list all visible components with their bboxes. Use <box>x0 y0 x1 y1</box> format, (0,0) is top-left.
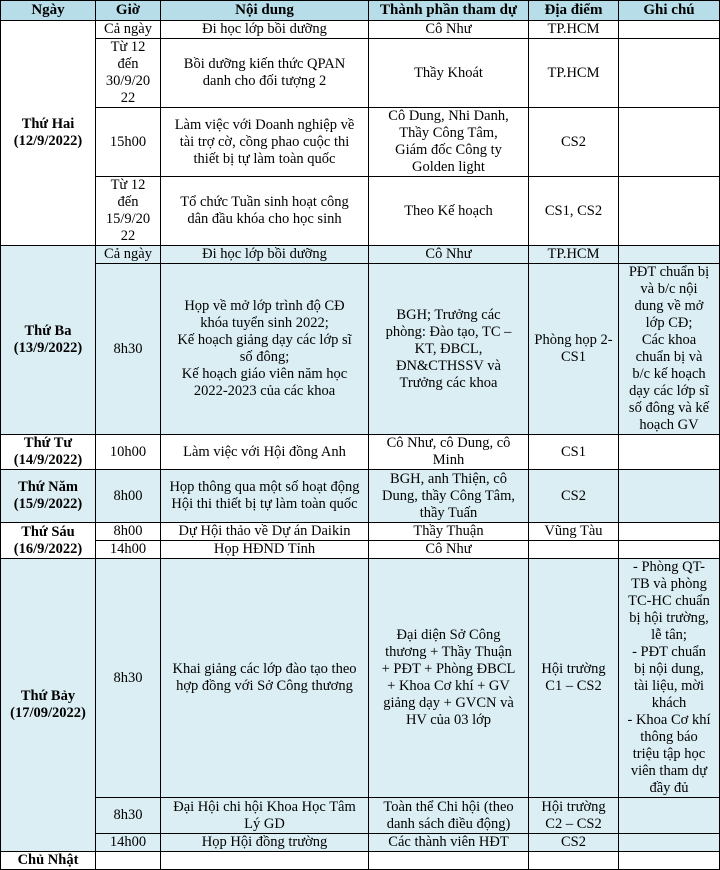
cell-line: Thứ Hai <box>21 116 75 132</box>
note-cell <box>619 798 720 834</box>
note-cell <box>619 523 720 541</box>
header-time: Giờ <box>96 1 161 21</box>
cell-line: đến <box>117 56 139 72</box>
location-cell <box>529 21 619 39</box>
cell-line: TC-HC chuẩn <box>628 593 710 609</box>
cell-line: dân đầu khóa cho học sinh <box>187 211 342 227</box>
cell-line: BGH; Trưởng các <box>396 306 501 323</box>
cell-line: Thầy Công Tâm, <box>399 125 498 141</box>
cell-line: Thứ Năm <box>18 479 78 495</box>
cell-line: Đại diện Sở Công <box>396 627 501 643</box>
day-cell <box>1 852 96 870</box>
cell-line: 10h00 <box>109 443 147 460</box>
cell-line: Họp HĐND Tỉnh <box>213 541 316 557</box>
header-note: Ghi chú <box>619 1 720 21</box>
cell-line: thương + Thầy Thuận <box>385 644 512 660</box>
cell-line: chuẩn bị và <box>635 349 703 365</box>
schedule-row <box>1 523 720 541</box>
schedule-row <box>1 559 720 798</box>
location-cell <box>529 470 619 523</box>
cell-line: tài trợ cờ, cồng phao cuộc thi <box>179 133 350 150</box>
cell-line: Trưởng các khoa <box>399 374 498 391</box>
cell-line: CS2 <box>561 487 586 504</box>
note-cell <box>619 108 720 177</box>
content-cell <box>161 21 369 39</box>
attendees-cell <box>369 177 529 246</box>
cell-line: Họp Hội đồng trường <box>201 834 328 850</box>
cell-line: Cô Như, cô Dung, cô <box>386 435 511 451</box>
content-cell <box>161 246 369 264</box>
cell-line: lớp CĐ; <box>645 315 693 331</box>
cell-line: tài liệu, mời <box>633 678 705 694</box>
cell-line: 8h00 <box>113 487 143 504</box>
cell-line: 8h00 <box>113 523 143 539</box>
cell-line: 14h00 <box>109 541 147 557</box>
cell-line: danh cho đối tượng 2 <box>202 73 327 89</box>
schedule-row <box>1 21 720 39</box>
cell-line: Cô Như <box>425 246 472 262</box>
cell-line: Các thành viên HĐT <box>388 834 509 850</box>
location-cell <box>529 852 619 870</box>
cell-line: Golden light <box>412 159 485 175</box>
cell-line: phòng: Đào tạo, TC – <box>385 323 512 340</box>
cell-line: Cô Như <box>425 21 472 37</box>
cell-line: Làm việc với Hội đồng Anh <box>183 443 346 460</box>
time-cell <box>96 21 161 39</box>
attendees-cell <box>369 435 529 470</box>
cell-line: hợp đồng với Sở Công thương <box>176 678 353 694</box>
schedule-row <box>1 108 720 177</box>
cell-line: lễ tân; <box>651 627 687 643</box>
attendees-cell <box>369 834 529 852</box>
cell-line: CS1 <box>561 443 586 460</box>
cell-line: (13/9/2022) <box>13 340 83 356</box>
cell-line: Họp thông qua một số hoạt động <box>169 479 360 495</box>
attendees-cell <box>369 852 529 870</box>
location-cell <box>529 264 619 435</box>
day-cell <box>1 246 96 435</box>
cell-line: 22 <box>120 228 136 244</box>
content-cell <box>161 559 369 798</box>
time-cell <box>96 435 161 470</box>
cell-line: 15/9/20 <box>105 211 151 227</box>
content-cell <box>161 798 369 834</box>
cell-line: Cả ngày <box>104 21 152 37</box>
cell-line: dạy các lớp sĩ <box>629 383 709 399</box>
schedule-row <box>1 798 720 834</box>
note-cell <box>619 435 720 470</box>
schedule-row <box>1 541 720 559</box>
cell-line: số đông; <box>239 349 290 365</box>
cell-line: + PĐT + Phòng ĐBCL <box>381 661 516 677</box>
cell-line: bị hội trường, <box>629 610 709 626</box>
cell-line: Cả ngày <box>104 246 152 262</box>
cell-line: Đi học lớp bồi dưỡng <box>202 21 327 37</box>
cell-line: Từ 12 <box>110 39 146 55</box>
cell-line: thầy Tuấn <box>419 504 478 521</box>
cell-line: Thứ Ba <box>24 323 72 339</box>
cell-line: Họp về mở lớp trình độ CĐ <box>184 298 345 314</box>
attendees-cell <box>369 798 529 834</box>
attendees-cell <box>369 21 529 39</box>
header-content: Nội dung <box>161 1 369 21</box>
cell-line: Theo Kế hoạch <box>404 202 493 219</box>
day-cell <box>1 435 96 470</box>
schedule-row <box>1 246 720 264</box>
note-cell <box>619 177 720 246</box>
schedule-row <box>1 435 720 470</box>
attendees-cell <box>369 541 529 559</box>
cell-line: đến <box>117 194 139 210</box>
time-cell <box>96 246 161 264</box>
cell-line: Các khoa <box>641 332 697 348</box>
cell-line: Thứ Bảy <box>20 688 76 704</box>
cell-line: Dung, thầy Công Tâm, <box>381 487 516 504</box>
content-cell <box>161 177 369 246</box>
cell-line: Cô Như <box>425 541 472 557</box>
content-cell <box>161 470 369 523</box>
location-cell <box>529 39 619 108</box>
cell-line: - Phòng QT- <box>633 559 705 575</box>
cell-line: Phòng họp 2- <box>534 332 613 348</box>
note-cell <box>619 470 720 523</box>
cell-line: TP.HCM <box>547 21 600 37</box>
cell-line: Hội trường <box>541 798 606 815</box>
cell-line: CS1, CS2 <box>544 202 603 219</box>
cell-line: 22 <box>120 90 136 106</box>
cell-line: - Khoa Cơ khí <box>627 712 711 728</box>
schedule-row <box>1 264 720 435</box>
header-day: Ngày <box>1 1 96 21</box>
schedule-row <box>1 177 720 246</box>
content-cell <box>161 852 369 870</box>
cell-line: - PĐT chuẩn <box>632 644 706 660</box>
day-cell <box>1 559 96 852</box>
cell-line: C2 – CS2 <box>545 815 602 832</box>
cell-line: (15/9/2022) <box>13 496 83 512</box>
cell-line: Thứ Sáu <box>21 523 75 540</box>
cell-line: 8h30 <box>113 669 143 686</box>
cell-line: TP.HCM <box>547 246 600 262</box>
cell-line: 8h30 <box>113 807 143 823</box>
location-cell <box>529 108 619 177</box>
note-cell <box>619 39 720 108</box>
content-cell <box>161 523 369 541</box>
cell-line: Thầy Thuận <box>413 523 484 539</box>
cell-line: TB và phòng <box>631 576 707 592</box>
attendees-cell <box>369 39 529 108</box>
time-cell <box>96 798 161 834</box>
attendees-cell <box>369 264 529 435</box>
cell-line: C1 – CS2 <box>545 678 602 694</box>
cell-line: 14h00 <box>109 834 147 850</box>
note-cell <box>619 264 720 435</box>
schedule-row <box>1 470 720 523</box>
cell-line: HV của 03 lớp <box>405 712 492 728</box>
day-cell <box>1 21 96 246</box>
cell-line: Chủ Nhật <box>17 852 79 868</box>
cell-line: Vũng Tàu <box>544 523 603 539</box>
schedule-row <box>1 39 720 108</box>
cell-line: Đại Hội chi hội Khoa Học Tâm <box>173 798 356 815</box>
location-cell <box>529 798 619 834</box>
note-cell <box>619 21 720 39</box>
schedule-row <box>1 852 720 870</box>
cell-line: khóa tuyển sinh 2022; <box>200 315 329 331</box>
content-cell <box>161 264 369 435</box>
time-cell <box>96 834 161 852</box>
time-cell <box>96 470 161 523</box>
cell-line: (12/9/2022) <box>13 133 83 149</box>
cell-line: Tổ chức Tuần sinh hoạt công <box>180 194 349 210</box>
cell-line: Lý GD <box>244 815 285 832</box>
attendees-cell <box>369 246 529 264</box>
cell-line: Toàn thể Chi hội (theo <box>383 798 514 815</box>
cell-line: 30/9/20 <box>105 73 151 89</box>
time-cell <box>96 541 161 559</box>
cell-line: Bồi dưỡng kiến thức QPAN <box>183 56 346 72</box>
header-location: Địa điểm <box>529 1 619 21</box>
cell-line: danh sách điều động) <box>386 815 511 832</box>
cell-line: (16/9/2022) <box>13 540 83 557</box>
cell-line: Thứ Tư <box>23 435 73 451</box>
header-attendees: Thành phần tham dự <box>369 1 529 21</box>
cell-line: (14/9/2022) <box>13 452 83 468</box>
cell-line: và b/c nội <box>640 281 698 297</box>
time-cell <box>96 559 161 798</box>
time-cell <box>96 523 161 541</box>
content-cell <box>161 39 369 108</box>
cell-line: khách <box>651 695 687 711</box>
cell-line: 15h00 <box>109 133 147 150</box>
schedule-row <box>1 834 720 852</box>
time-cell <box>96 39 161 108</box>
day-cell <box>1 470 96 523</box>
cell-line: số đông và kế <box>628 400 710 416</box>
cell-line: Cô Dung, Nhi Danh, <box>388 108 509 124</box>
location-cell <box>529 435 619 470</box>
content-cell <box>161 435 369 470</box>
cell-line: bị nội dung, <box>634 661 704 677</box>
note-cell <box>619 834 720 852</box>
content-cell <box>161 834 369 852</box>
location-cell <box>529 541 619 559</box>
note-cell <box>619 246 720 264</box>
cell-line: Đi học lớp bồi dưỡng <box>202 246 327 262</box>
time-cell <box>96 177 161 246</box>
cell-line: Giám đốc Công ty <box>395 142 502 158</box>
cell-line: 2022-2023 của các khoa <box>193 383 336 399</box>
location-cell <box>529 834 619 852</box>
cell-line: Hội thi thiết bị tự làm toàn quốc <box>171 496 358 512</box>
content-cell <box>161 108 369 177</box>
content-cell <box>161 541 369 559</box>
cell-line: Làm việc với Doanh nghiệp về <box>174 116 355 133</box>
attendees-cell <box>369 108 529 177</box>
header-row <box>1 1 720 21</box>
cell-line: Kế hoạch giáo viên năm học <box>181 366 348 382</box>
cell-line: PĐT chuẩn bị <box>628 264 710 280</box>
note-cell <box>619 541 720 559</box>
cell-line: viên tham dự <box>630 763 708 779</box>
cell-line: Minh <box>432 452 465 468</box>
attendees-cell <box>369 559 529 798</box>
cell-line: (17/09/2022) <box>10 705 86 721</box>
cell-line: giảng dạy + GVCN và <box>383 695 514 711</box>
cell-line: KT, ĐBCL, <box>414 340 483 357</box>
location-cell <box>529 177 619 246</box>
location-cell <box>529 246 619 264</box>
day-cell <box>1 523 96 559</box>
attendees-cell <box>369 523 529 541</box>
cell-line: CS1 <box>561 349 586 365</box>
time-cell <box>96 108 161 177</box>
cell-line: triệu tập học <box>632 746 706 762</box>
cell-line: dung về mở <box>634 298 704 314</box>
cell-line: Dự Hội thảo về Dự án Daikin <box>178 523 351 539</box>
cell-line: ĐN&CTHSSV và <box>396 357 501 374</box>
cell-line: BGH, anh Thiện, cô <box>390 470 507 487</box>
cell-line: hoạch GV <box>639 417 699 433</box>
cell-line: Từ 12 <box>110 177 146 193</box>
time-cell <box>96 852 161 870</box>
cell-line: thông báo <box>640 729 698 745</box>
cell-line: Hội trường <box>541 661 606 677</box>
location-cell <box>529 559 619 798</box>
attendees-cell <box>369 470 529 523</box>
cell-line: Thầy Khoát <box>414 64 483 81</box>
cell-line: đầy đủ <box>649 780 689 796</box>
cell-line: + Khoa Cơ khí + GV <box>387 678 510 694</box>
cell-line: thiết bị tự làm toàn quốc <box>193 150 336 167</box>
cell-line: CS2 <box>561 834 586 850</box>
cell-line: CS2 <box>561 133 586 150</box>
cell-line: b/c kế hoạch <box>632 366 706 382</box>
cell-line: TP.HCM <box>547 64 600 81</box>
cell-line: 8h30 <box>113 340 143 357</box>
location-cell <box>529 523 619 541</box>
cell-line: Kế hoạch giảng dạy các lớp sĩ <box>177 332 352 348</box>
note-cell <box>619 559 720 798</box>
time-cell <box>96 264 161 435</box>
note-cell <box>619 852 720 870</box>
cell-line: Khai giảng các lớp đào tạo theo <box>172 661 357 677</box>
